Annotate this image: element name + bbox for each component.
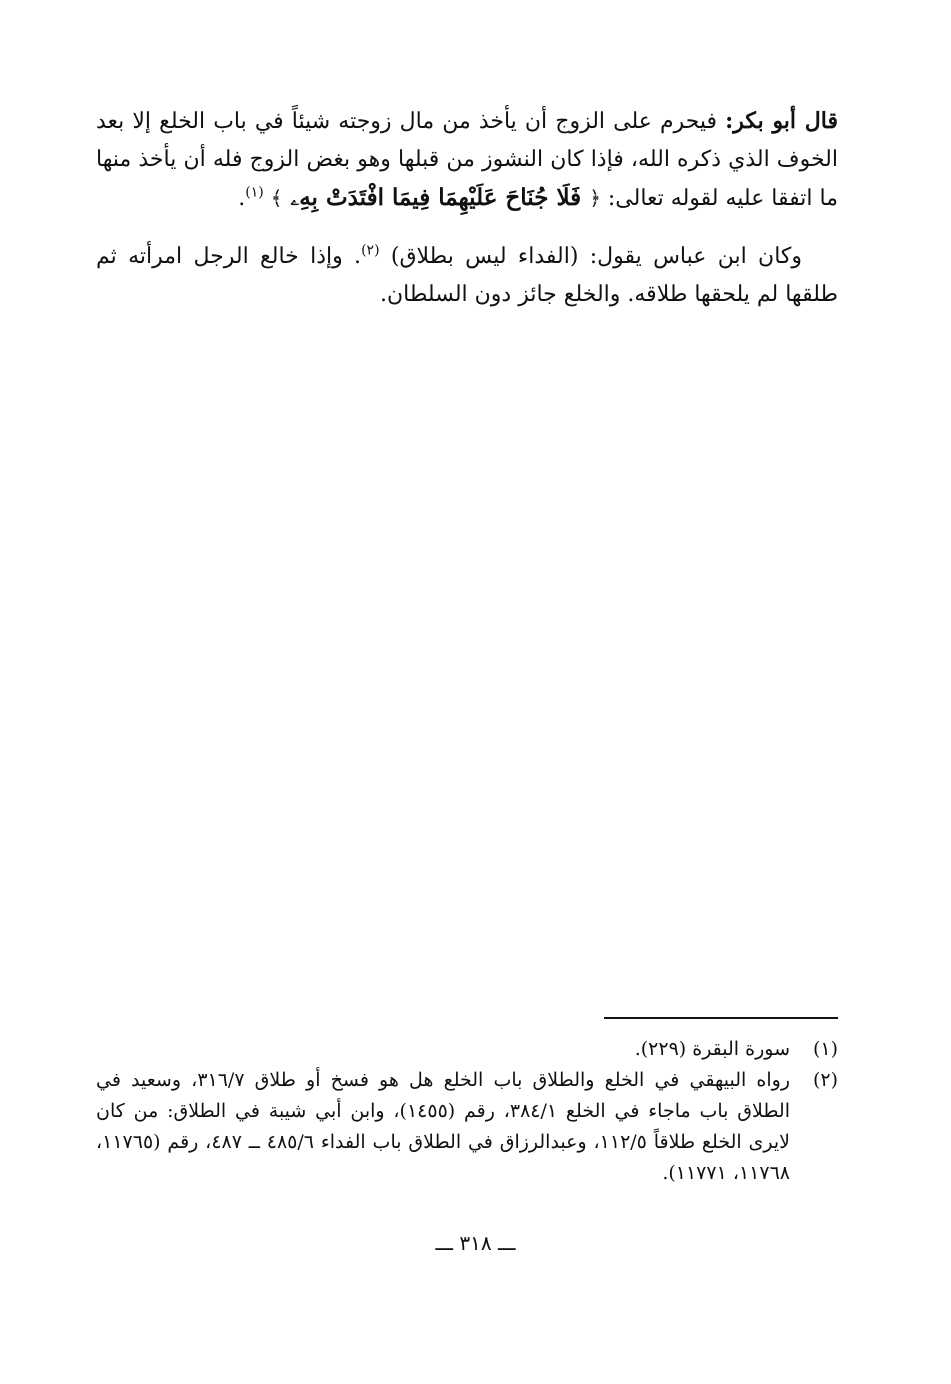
footnote-ref-1: (١) (245, 184, 264, 201)
paragraph-1 (96, 102, 838, 218)
footnote-item (96, 1034, 838, 1065)
footnote-text: رواه البيهقي في الخلع والطلاق باب الخلع هل هو فسخ أو طلاق ٣١٦/٧، وسعيد في الطلاق باب ماجاء في الخلع ٣٨٤/١، رقم (١٤٥٥)، وابن أبي شيبة في الطلاق: من كان لايرى الخلع طلاقاً ١١٢/٥، وعبدالرزاق في الطلاق باب الفداء ٤٨٥/٦ ــ ٤٨٧، رقم (١١٧٦٥، ١١٧٦٨، ١١٧٧١). (96, 1069, 790, 1184)
main-text (96, 102, 838, 334)
footnote-item (96, 1065, 838, 1189)
page-number: ـــ ٣١٨ ـــ (435, 1231, 516, 1255)
footnote-ref-2: (٢) (361, 242, 380, 259)
footnote-text: سورة البقرة (٢٢٩). (634, 1038, 790, 1060)
footnote-separator (604, 1017, 838, 1019)
paragraph-2 (96, 238, 838, 314)
quran-open-bracket: ﴿ (589, 186, 601, 210)
quran-verse: فَلَا جُنَاحَ عَلَيْهِمَا فِيمَا افْتَدَتْ بِهِۦ (282, 184, 590, 211)
paragraph-1-text: فيحرم على الزوج أن يأخذ من مال زوجته شيئاً في باب الخلع إلا بعد الخوف الذي ذكره الله، فإذا كان النشوز من قبلها وهو بغض الزوج فله أن يأخذ منها ما اتفقا عليه لقوله تعالى: (96, 109, 838, 211)
paragraph-2-text-end: . وإذا خالع الرجل امرأته ثم طلقها لم يلحقها طلاقه. والخلع جائز دون السلطان. (96, 244, 838, 307)
paragraph-1-end: . (238, 186, 246, 211)
quran-close-bracket: ﴾ (270, 186, 283, 210)
footnote-number: (٢) (812, 1069, 838, 1091)
paragraph-2-text-start: وكان ابن عباس يقول: (الفداء ليس بطلاق) (390, 244, 803, 269)
speaker-label: قال أبو بكر: (725, 108, 838, 134)
footnote-number: (١) (812, 1038, 838, 1060)
footnotes (96, 1034, 838, 1189)
